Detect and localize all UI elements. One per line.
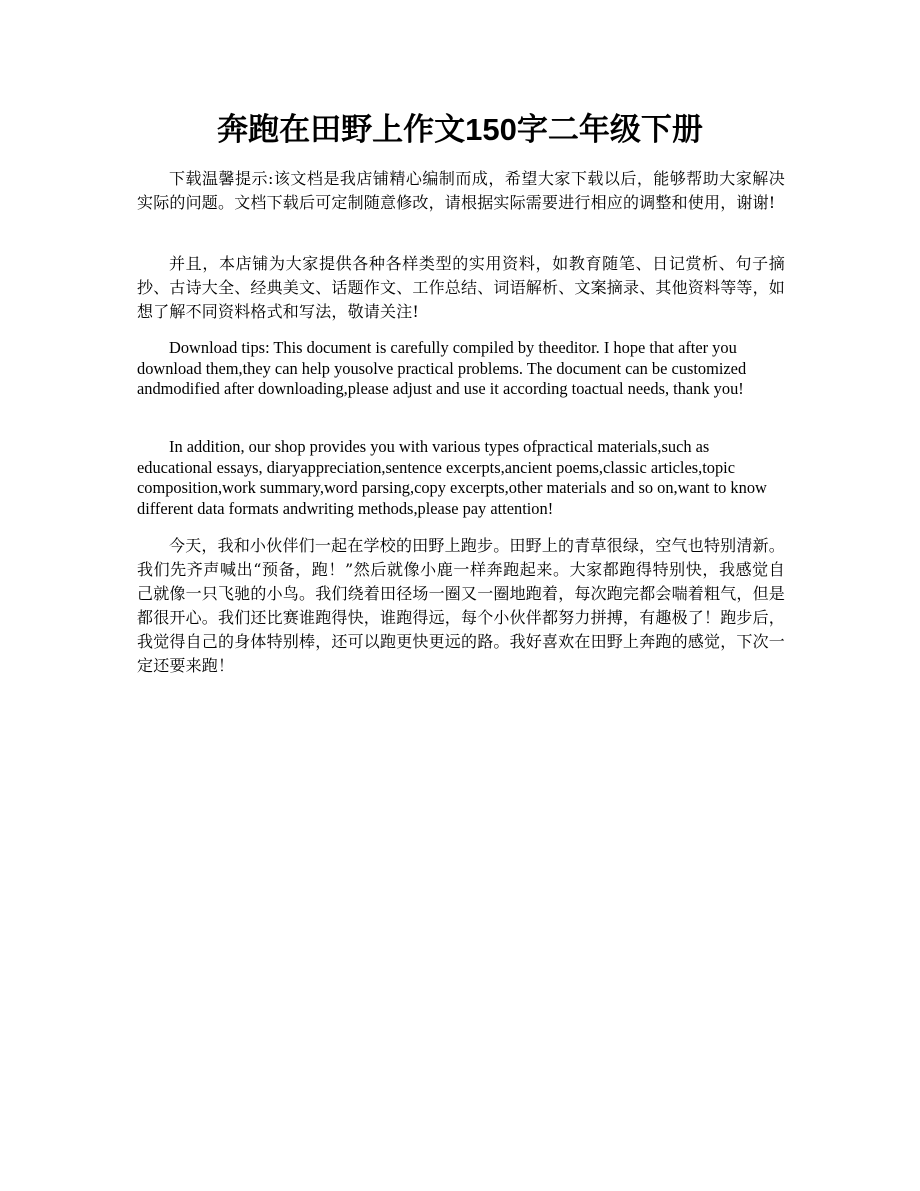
download-notice-paragraph-en: Download tips: This document is carefully compiled by theeditor. I hope that after you download them,they can help yousolve practical problems. The document can be customized andmodified after downloading,please adjust and use it according toactual needs, thank you! (137, 338, 747, 399)
shop-notice-paragraph-en: In addition, our shop provides you with various types ofpractical materials,such as educational essays, diaryappreciation,sentence excerpts,ancient poems,classic articles,topic composition,work summary,word parsing,copy excerpts,other materials and so on,want to know different data formats andwriting methods,please pay attention! (137, 437, 767, 518)
download-notice-paragraph-cn: 下载温馨提示:该文档是我店铺精心编制而成，希望大家下载以后，能够帮助大家解决实际的问题。文档下载后可定制随意修改，请根据实际需要进行相应的调整和使用，谢谢! (137, 169, 785, 212)
document-title: 奔跑在田野上作文150字二年级下册 (217, 112, 703, 147)
shop-notice-paragraph-cn: 并且，本店铺为大家提供各种各样类型的实用资料，如教育随笔、日记赏析、句子摘抄、古诗大全、经典美文、话题作文、工作总结、词语解析、文案摘录、其他资料等等，如想了解不同资料格式和写法，敬请关注! (137, 254, 786, 321)
essay-body-paragraph: 今天，我和小伙伴们一起在学校的田野上跑步。田野上的青草很绿，空气也特别清新。我们先齐声喊出“预备，跑！”然后就像小鹿一样奔跑起来。大家都跑得特别快，我感觉自己就像一只飞驰的小鸟。我们绕着田径场一圈又一圈地跑着，每次跑完都会喘着粗气，但是都很开心。我们还比赛谁跑得快，谁跑得远，每个小伙伴都努力拼搏，有趣极了！跑步后，我觉得自己的身体特别棒，还可以跑更快更远的路。我好喜欢在田野上奔跑的感觉，下次一定还要来跑！ (137, 536, 786, 675)
